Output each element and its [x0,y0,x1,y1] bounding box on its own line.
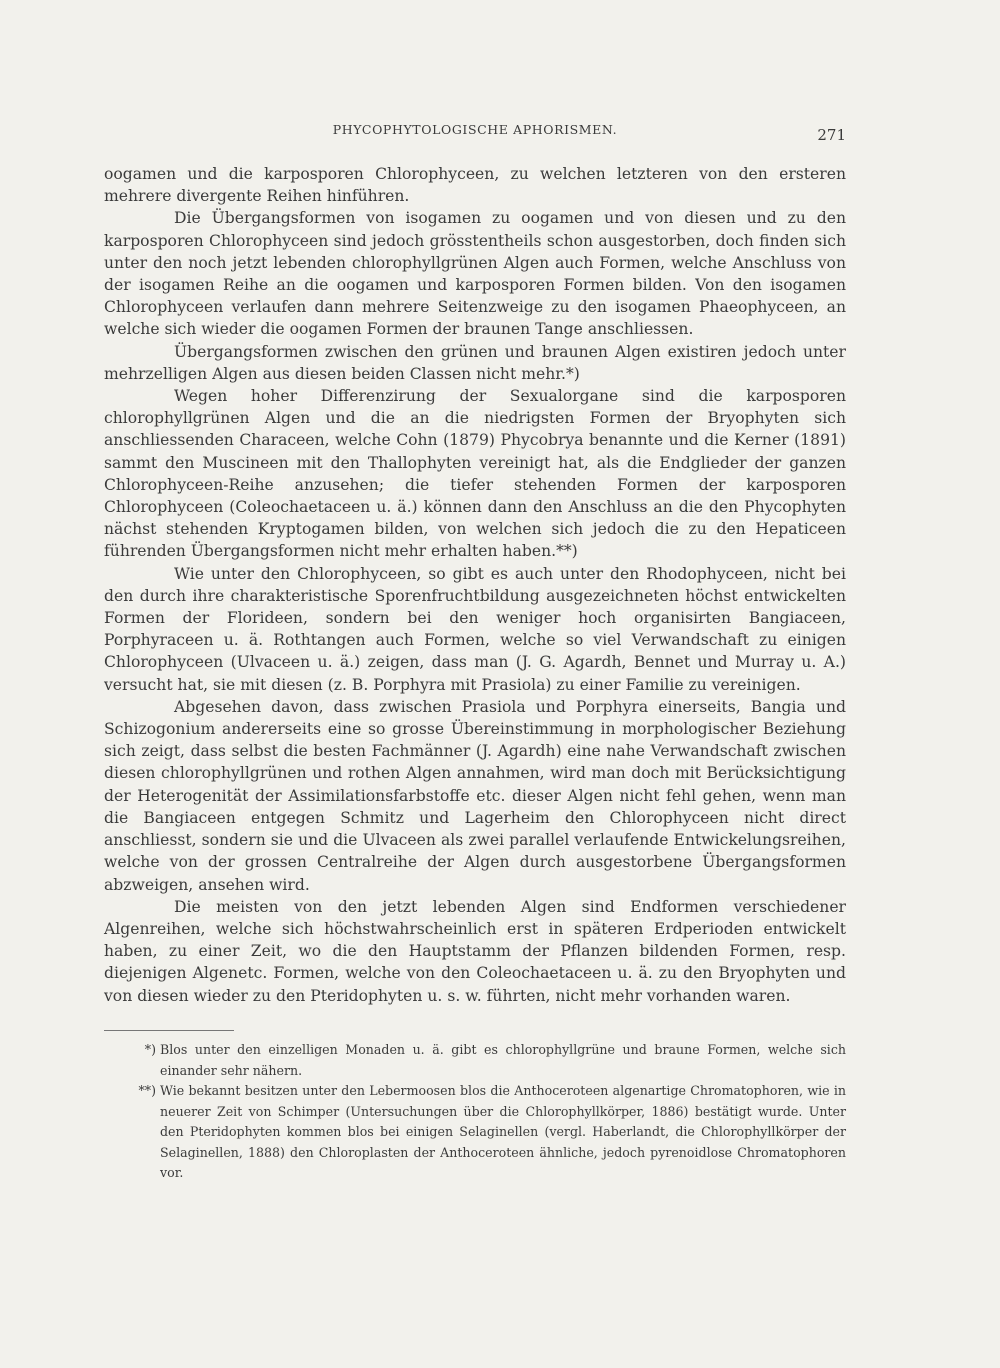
footnote [104,1081,846,1184]
paragraph: oogamen und die karposporen Chlorophyceen, zu welchen letzteren von den ersteren mehrere divergente Reihen hinführen. [104,165,846,206]
paragraph: Wegen hoher Differenzirung der Sexualorgane sind die karposporen chlorophyllgrünen Algen und die an die niedrigsten Formen der Bryophyten sich anschliessenden Characeen, welche Cohn (1879) Phycobrya benannte und die Kerner (1891) sammt den Muscineen mit den Thallophyten vereinigt hat, als die Endglieder der ganzen Chlorophyceen-Reihe anzusehen; die tiefer stehenden Formen der karposporen Chlorophyceen (Coleochaetaceen u. ä.) können dann den Anschluss an die den Phycophyten nächst stehenden Kryptogamen bilden, von welchen sich jedoch die zu den Hepaticeen führenden Übergangsformen nicht mehr erhalten haben.**) [104,387,846,561]
footnote-text: Blos unter den einzelligen Monaden u. ä. gibt es chlorophyllgrüne und braune Formen, welche sich einander sehr nähern. [160,1042,846,1078]
page-number: 271 [817,126,846,144]
footnote [104,1040,846,1081]
paragraph: Wie unter den Chlorophyceen, so gibt es auch unter den Rhodophyceen, nicht bei den durch ihre charakteristische Sporenfruchtbildung ausgezeichneten höchst entwickelten Formen der Florideen, sondern bei den weniger hoch organisirten Bangiaceen, Porphyraceen u. ä. Rothtangen auch Formen, welche so viel Verwandschaft zu einigen Chlorophyceen (Ulvaceen u. ä.) zeigen, dass man (J. G. Agardh, Bennet und Murray u. A.) versucht hat, sie mit diesen (z. B. Porphyra mit Prasiola) zu einer Familie zu vereinigen. [104,564,846,694]
footnote-mark: *) [144,1042,156,1057]
footnotes [104,1040,846,1184]
footnote-divider [104,1030,234,1031]
paragraph: Abgesehen davon, dass zwischen Prasiola und Porphyra einerseits, Bangia und Schizogonium andererseits eine so grosse Übereinstimmung in morphologischer Beziehung sich zeigt, dass selbst die besten Fachmänner (J. Agardh) eine nahe Verwandschaft zwischen diesen chlorophyllgrünen und rothen Algen annahmen, wird man doch mit Berücksichtigung der Heterogenität der Assimilationsfarbstoffe etc. dieser Algen nicht fehl gehen, wenn man die Bangiaceen entgegen Schmitz und Lagerheim den Chlorophyceen nicht direct anschliesst, sondern sie und die Ulvaceen als zwei parallel verlaufende Entwickelungsreihen, welche von der grossen Centralreihe der Algen durch ausgestorbene Übergangsformen abzweigen, ansehen wird. [104,697,846,894]
paragraph: Übergangsformen zwischen den grünen und braunen Algen existiren jedoch unter mehrzelligen Algen aus diesen beiden Classen nicht mehr.*) [104,342,846,383]
paragraph: Die Übergangsformen von isogamen zu oogamen und von diesen und zu den karposporen Chlorophyceen sind jedoch grösstentheils schon ausgestorben, doch finden sich unter den noch jetzt lebenden chlorophyllgrünen Algen auch Formen, welche Anschluss von der isogamen Reihe an die oogamen und karposporen Formen bilden. Von den isogamen Chlorophyceen verlaufen dann mehrere Seitenzweige zu den isogamen Phaeophyceen, an welche sich wieder die oogamen Formen der braunen Tange anschliessen. [104,209,846,339]
running-head: PHYCOPHYTOLOGISCHE APHORISMEN. [332,122,618,137]
footnote-mark: **) [138,1083,156,1098]
page-header [104,120,846,146]
paragraph: Die meisten von den jetzt lebenden Algen sind Endformen verschiedener Algenreihen, welche sich höchstwahrscheinlich erst in späteren Erdperioden entwickelt haben, zu einer Zeit, wo die den Hauptstamm der Pflanzen bildenden Formen, resp. diejenigen Algenetc. Formen, welche von den Coleochaetaceen u. ä. zu den Bryophyten und von diesen wieder zu den Pteridophyten u. s. w. führten, nicht mehr vorhanden waren. [104,897,846,1005]
body-text [104,163,846,1007]
footnote-text: Wie bekannt besitzen unter den Lebermoosen blos die Anthoceroteen algenartige Chromatophoren, wie in neuerer Zeit von Schimper (Untersuchungen über die Chlorophyllkörper, 1886) bestätigt wurde. Unter den Pteridophyten kommen blos bei einigen Selaginellen (vergl. Haberlandt, die Chlorophyllkörper der Selaginellen, 1888) den Chloroplasten der Anthoceroteen ähnliche, jedoch pyrenoidlose Chromatophoren vor. [160,1083,846,1180]
